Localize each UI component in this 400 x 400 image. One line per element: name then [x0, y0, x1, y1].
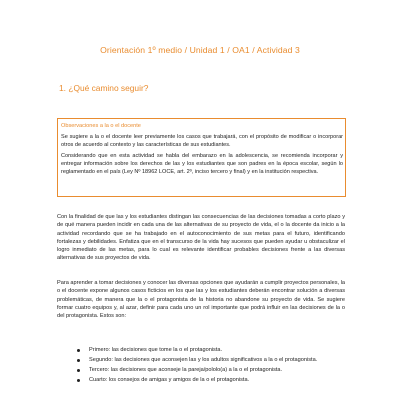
body-paragraph-1: Con la finalidad de que las y los estudiantes distingan las consecuencias de las decisiones tomadas a corto plazo y de qué manera pueden incidir en cada una de las alternativas de su proyecto de vida, el o la docente da inicio a la actividad recordando que se ha trabajado en el autoconocimiento de sus metas para el futuro, identificando fortalezas y debilidades. Enfatiza que en el transcurso de la vida hay sucesos que pueden ayudar u obstaculizar el logro inmediato de las metas, para lo cual es relevante identificar probables decisiones frente a las diversas alternativas de sus proyectos de vida.: [57, 214, 345, 262]
list-item-text: Cuarto: los consejos de amigas y amigos de la o el protagonista.: [89, 377, 250, 383]
list-item-text: Primero: las decisiones que tome la o el protagonista.: [89, 347, 223, 353]
observation-paragraph: Considerando que en esta actividad se habla del embarazo en la adolescencia, se recomienda incorporar y entregar información sobre los derechos de las y los estudiantes que son padres en la época escolar, según lo reglamentado en el país (Ley Nº 18962 LOCE, art. 2º, inciso tercero y final) y en la institución respectiva.: [61, 152, 343, 175]
list-item: [76, 376, 346, 384]
list-item-text: Segundo: las decisiones que aconsejen las y los adultos significativos a la o el protagonista.: [89, 357, 318, 363]
list-item: [76, 356, 346, 364]
observations-title: Observaciones a la o el docente: [61, 123, 141, 129]
bullet-icon: [77, 359, 80, 362]
section-heading: [59, 83, 148, 93]
list-item: [76, 346, 346, 354]
observation-paragraph: Se sugiere a la o el docente leer previamente los casos que trabajará, con el propósito de modificar o incorporar otros de acuerdo al contexto y las características de sus estudiantes.: [61, 133, 343, 148]
list-item-text: Tercero: las decisiones que aconseje la pareja/pololo(a) a la o el protagonista.: [89, 367, 283, 373]
bullet-icon: [77, 369, 80, 372]
teacher-observations-box: [57, 118, 346, 197]
bullet-icon: [77, 349, 80, 352]
section-title: ¿Qué camino seguir?: [68, 83, 149, 93]
bullet-icon: [77, 379, 80, 382]
body-paragraph-2: Para aprender a tomar decisiones y conocer las diversas opciones que ayudarán a cumplir proyectos personales, la o el docente expone algunos casos ficticios en los que las y los estudiantes deberán encontrar solución a diversas problemáticas, de manera que la o el protagonista de la historia no abandone su proyecto de vida. Se sugiere formar cuatro equipos y, al azar, definir para cada uno un rol importante que podrá influir en las decisiones de la o del protagonista. Estos son:: [57, 280, 345, 320]
breadcrumb: Orientación 1º medio / Unidad 1 / OA1 / Actividad 3: [100, 45, 300, 55]
list-item: [76, 366, 346, 374]
section-number: 1.: [59, 83, 66, 93]
roles-list: [76, 346, 346, 386]
